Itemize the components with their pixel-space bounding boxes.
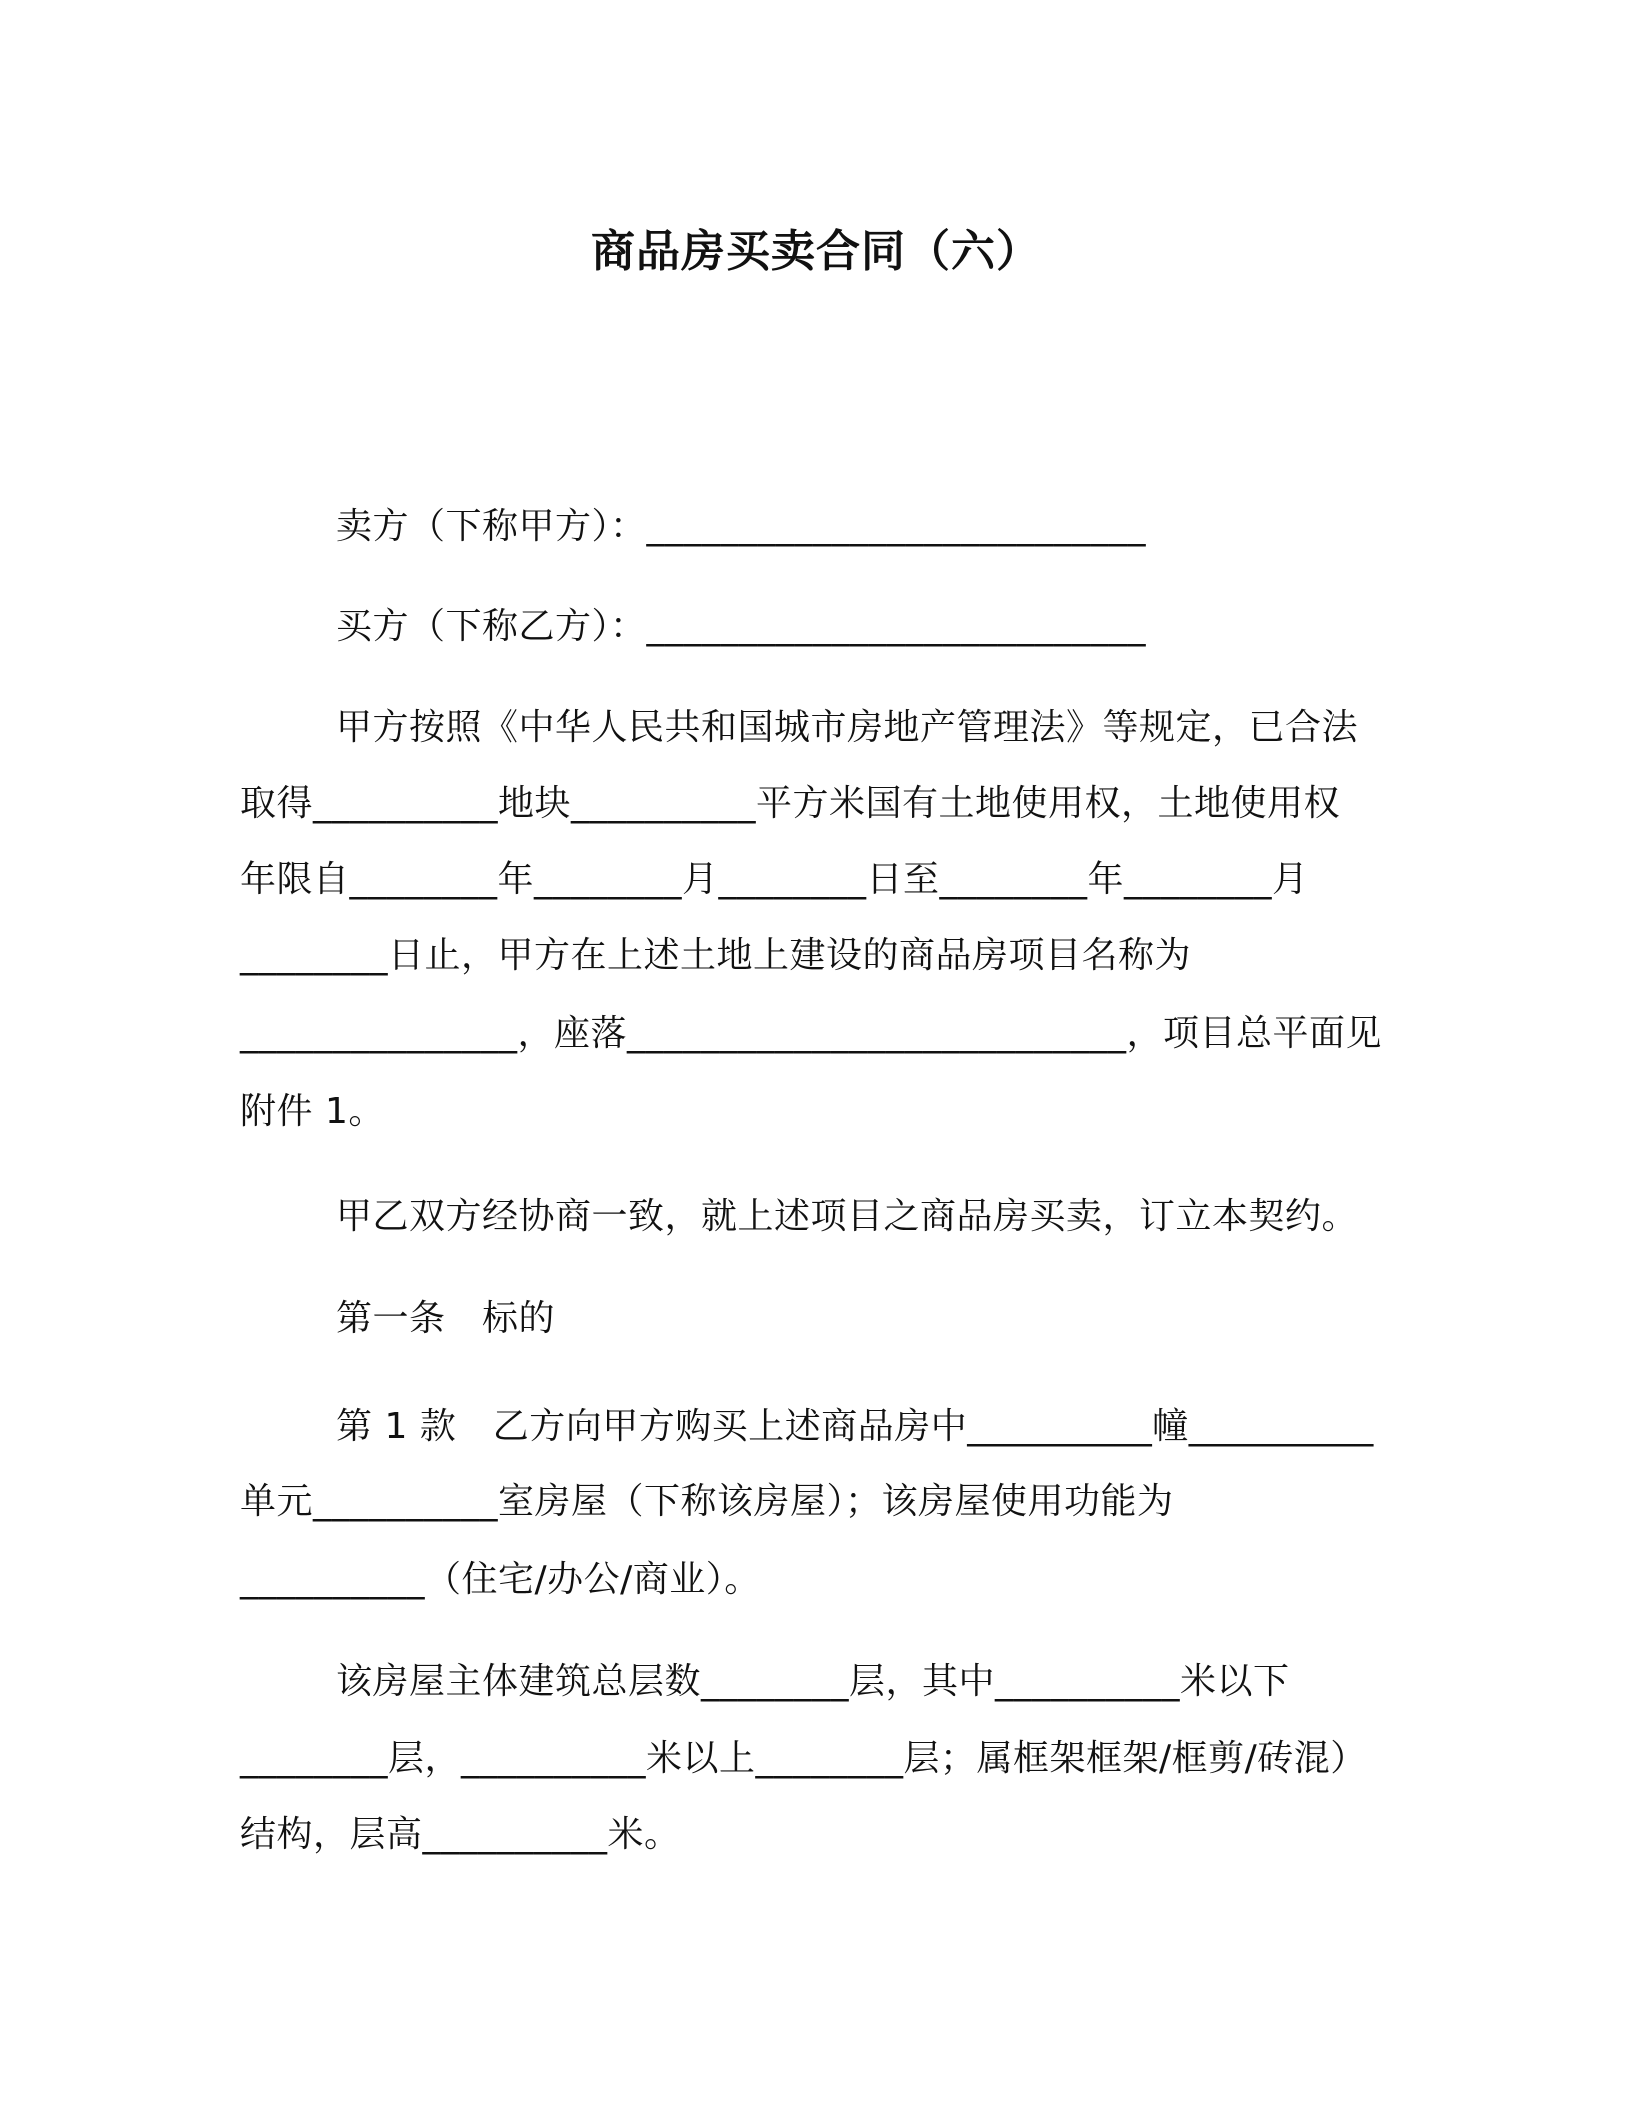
document-title: 商品房买卖合同（六）	[591, 226, 1041, 277]
paragraph-line: 甲方按照《中华人民共和国城市房地产管理法》等规定，已合法	[336, 707, 1359, 748]
buyer-line: 买方（下称乙方）：___________________________	[336, 606, 1147, 647]
section-heading: 第一条 标的	[336, 1298, 556, 1339]
paragraph-line: ________日止，甲方在上述土地上建设的商品房项目名称为	[240, 935, 1192, 976]
paragraph-line: 取得__________地块__________平方米国有土地使用权，土地使用权	[240, 783, 1341, 824]
paragraph-line: 年限自________年________月________日至________年________月	[240, 859, 1309, 900]
paragraph-line: _______________，座落___________________________，项目总平面见	[240, 1013, 1383, 1054]
paragraph-line: 附件 1。	[240, 1091, 385, 1132]
paragraph-line: 该房屋主体建筑总层数________层，其中__________米以下	[336, 1661, 1290, 1702]
clause-line: __________（住宅/办公/商业）。	[240, 1559, 761, 1600]
clause-line: 第 1 款 乙方向甲方购买上述商品房中__________幢__________	[336, 1406, 1374, 1447]
paragraph-line: 结构，层高__________米。	[240, 1814, 681, 1855]
clause-line: 单元__________室房屋（下称该房屋）；该房屋使用功能为	[240, 1481, 1174, 1522]
paragraph-line: 甲乙双方经协商一致，就上述项目之商品房买卖，订立本契约。	[336, 1196, 1359, 1237]
seller-line: 卖方（下称甲方）：___________________________	[336, 506, 1147, 547]
paragraph-line: ________层，__________米以上________层；属框架框架/框剪/砖混）	[240, 1738, 1367, 1779]
